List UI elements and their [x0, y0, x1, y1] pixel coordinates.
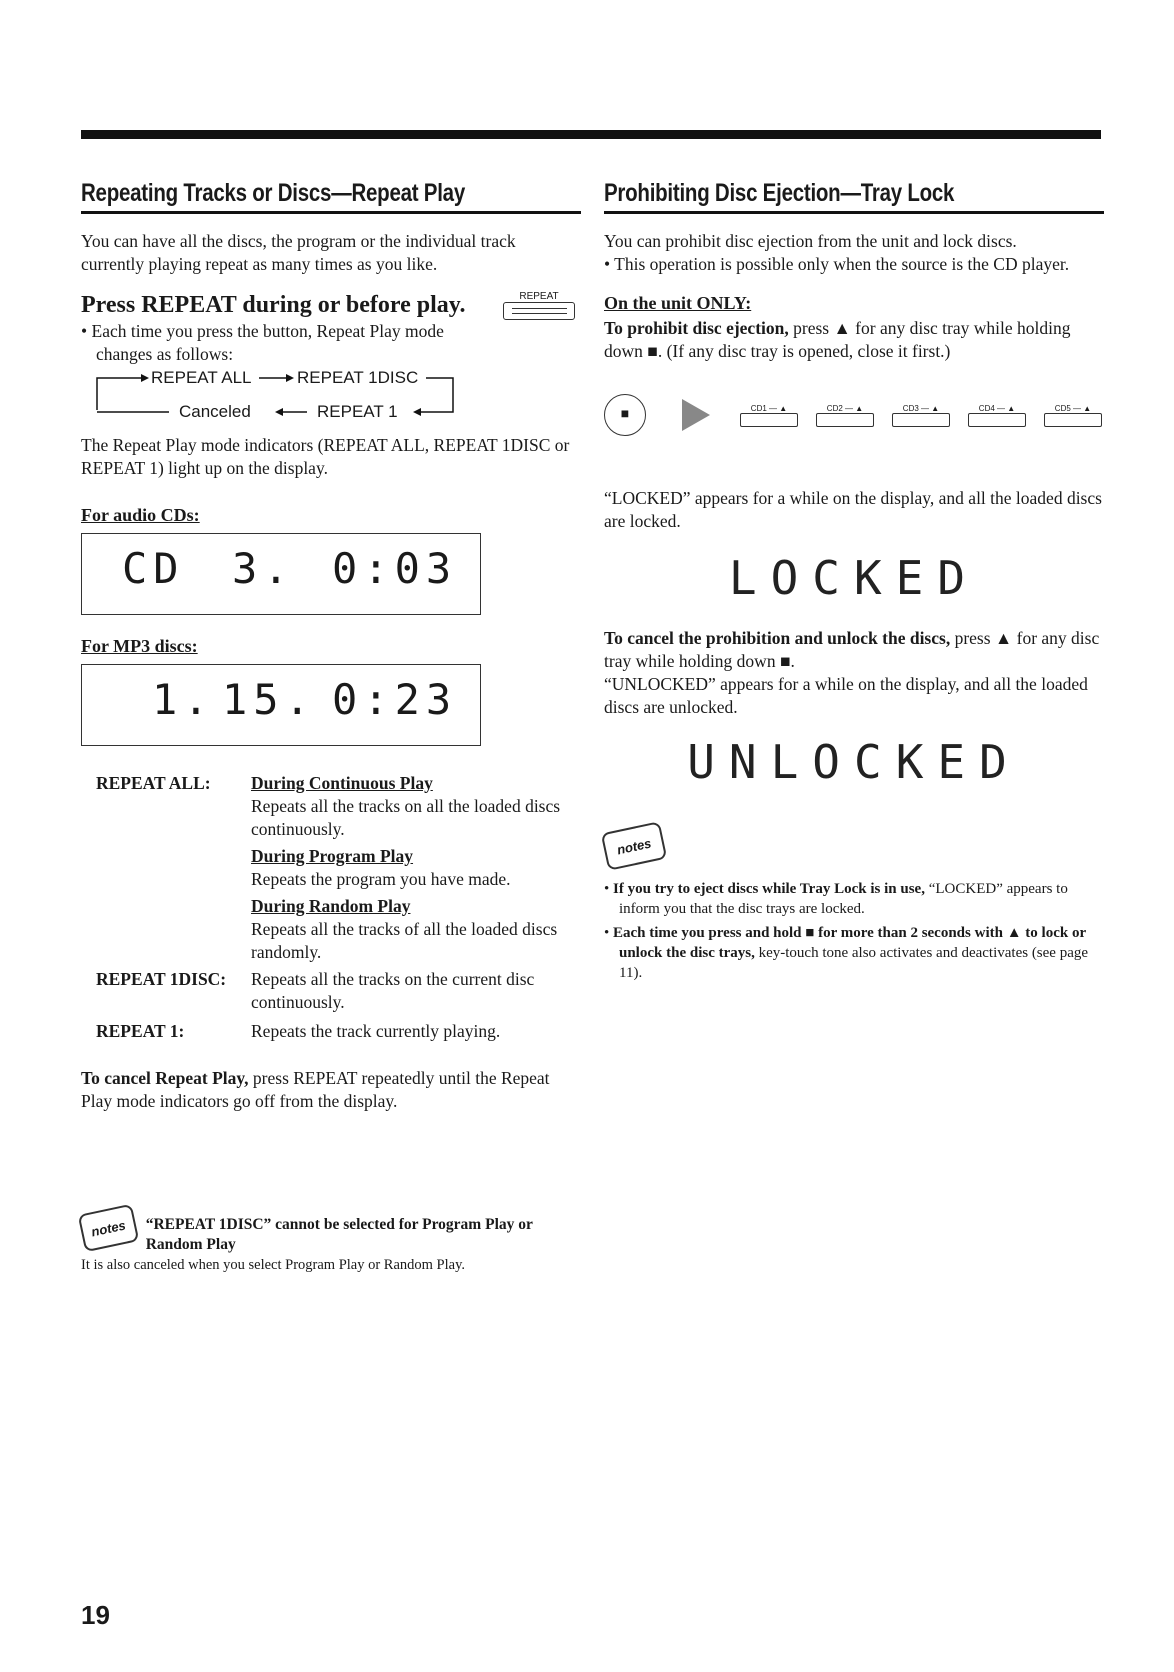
mode-text: Repeats all the tracks on all the loaded discs continuously.	[251, 796, 561, 839]
tray-label: CD1	[750, 403, 767, 413]
section-title-repeat: Repeating Tracks or Discs—Repeat Play	[81, 179, 465, 207]
section-title-tray-lock: Prohibiting Disc Ejection—Tray Lock	[604, 179, 955, 207]
tray-note-2-rest: key-touch tone also activates and deactivates (see page 11).	[619, 945, 1089, 981]
mode-key: REPEAT 1DISC:	[96, 969, 227, 989]
mode-row	[96, 895, 581, 964]
notes-icon: notes	[78, 1204, 139, 1253]
mp3-label: For MP3 discs:	[81, 636, 198, 656]
mode-text: Repeats the program you have made.	[251, 869, 511, 889]
indicators-text: The Repeat Play mode indicators (REPEAT ALL, REPEAT 1DISC or REPEAT 1) light up on the display.	[81, 435, 570, 478]
prohibit-text	[604, 317, 1104, 363]
flow-canceled: Canceled	[179, 402, 251, 421]
flow-arrows	[81, 370, 501, 426]
repeat-play-section	[81, 178, 581, 1275]
mode-key	[96, 895, 251, 964]
repeat-button-illustration	[503, 291, 575, 320]
eject-icon: ▲	[1007, 403, 1016, 413]
tray-label: CD5	[1054, 403, 1071, 413]
cancel-repeat-bold: To cancel Repeat Play,	[81, 1068, 249, 1088]
repeat-mode-list	[81, 772, 581, 1043]
mode-sub: During Random Play	[251, 896, 411, 916]
lcd-source: CD	[122, 544, 185, 593]
mode-row	[96, 1020, 581, 1043]
mode-key	[96, 845, 251, 891]
prohibit-rest: press ▲ for any disc tray while holding down ■. (If any disc tray is opened, close it first.)	[604, 318, 1071, 361]
flow-repeat-1disc: REPEAT 1DISC	[297, 368, 419, 387]
unlock-bold: To cancel the prohibition and unlock the discs,	[604, 628, 951, 648]
press-repeat-heading: Press REPEAT during or before play.	[81, 292, 466, 318]
eject-icon: ▲	[1083, 403, 1092, 413]
flow-repeat-1: REPEAT 1	[317, 402, 398, 421]
audio-cd-label: For audio CDs:	[81, 505, 200, 525]
cd-source-bullet: • This operation is possible only when the source is the CD player.	[604, 254, 1070, 274]
mode-row	[96, 772, 581, 841]
disc-tray-button: CD4 — ▲	[968, 404, 1026, 427]
repeat-button-label: REPEAT	[519, 291, 559, 302]
mode-key: REPEAT 1:	[96, 1021, 185, 1041]
tray-label: CD2	[826, 403, 843, 413]
lcd-time: 0:03	[332, 544, 458, 593]
unlock-text	[604, 627, 1104, 673]
mode-text: Repeats the track currently playing.	[251, 1021, 501, 1041]
top-rule	[81, 130, 1101, 139]
notes-icon: notes	[601, 821, 668, 871]
prohibit-bold: To prohibit disc ejection,	[604, 318, 789, 338]
repeat-mode-flow	[81, 370, 501, 426]
mode-change-bullet: • Each time you press the button, Repeat Play mode changes as follows:	[81, 321, 444, 364]
stop-button-icon: ■	[604, 394, 646, 436]
disc-tray-button: CD2 — ▲	[816, 404, 874, 427]
tray-label: CD4	[978, 403, 995, 413]
tray-lock-intro: You can prohibit disc ejection from the unit and lock discs.	[604, 231, 1017, 251]
repeat-note	[81, 1209, 581, 1255]
tray-note-1-bold: If you try to eject discs while Tray Lock is in use,	[613, 881, 925, 897]
intro-text: You can have all the discs, the program or the individual track currently playing repeat as many times as you like.	[81, 231, 516, 274]
unlocked-text: “UNLOCKED” appears for a while on the display, and all the loaded discs are unlocked.	[604, 674, 1088, 717]
tray-note-1: • If you try to eject discs while Tray Lock is in use, “LOCKED” appears to inform you that the disc trays are locked.	[604, 881, 1068, 917]
mode-row	[96, 845, 581, 891]
eject-icon: ▲	[855, 403, 864, 413]
lcd-group: 1.	[152, 675, 215, 724]
mode-key: REPEAT ALL:	[96, 773, 211, 793]
locked-text: “LOCKED” appears for a while on the display, and all the loaded discs are locked.	[604, 488, 1102, 531]
tray-lock-illustration	[604, 385, 1104, 445]
unlock-rest: press ▲ for any disc tray while holding down ■.	[604, 628, 1100, 671]
cancel-repeat-rest: press REPEAT repeatedly until the Repeat Play mode indicators go off from the display.	[81, 1068, 550, 1111]
tray-lock-section	[604, 178, 1104, 983]
mode-text: Repeats all the tracks of all the loaded discs randomly.	[251, 919, 558, 962]
repeat-note-text: It is also canceled when you select Program Play or Random Play.	[81, 1257, 466, 1273]
cancel-repeat-text	[81, 1067, 581, 1113]
tray-note-2: • Each time you press and hold ■ for more than 2 seconds with ▲ to lock or unlock the disc trays, key-touch tone also activates and deactivates (see page 11).	[604, 925, 1089, 981]
tray-note-1-rest: “LOCKED” appears to inform you that the disc trays are locked.	[619, 881, 1068, 917]
mode-text: Repeats all the tracks on the current disc continuously.	[251, 969, 535, 1012]
audio-cd-display	[81, 533, 481, 615]
locked-display: LOCKED	[728, 551, 980, 605]
mp3-display	[81, 664, 481, 746]
disc-tray-button: CD1 — ▲	[740, 404, 798, 427]
lcd-mp3-track: 15.	[222, 675, 316, 724]
page-number: 19	[81, 1600, 110, 1630]
repeat-note-bold: “REPEAT 1DISC” cannot be selected for Program Play or Random Play	[145, 1216, 533, 1253]
tray-note-2-bold: Each time you press and hold ■ for more than 2 seconds with ▲ to lock or unlock the disc trays,	[613, 925, 1086, 961]
disc-tray-list	[740, 404, 1102, 427]
disc-tray-button: CD5 — ▲	[1044, 404, 1102, 427]
tray-label: CD3	[902, 403, 919, 413]
eject-icon: ▲	[779, 403, 788, 413]
eject-icon: ▲	[931, 403, 940, 413]
mode-sub: During Program Play	[251, 846, 414, 866]
flow-repeat-all: REPEAT ALL	[151, 368, 252, 387]
disc-tray-button: CD3 — ▲	[892, 404, 950, 427]
arrow-right-icon	[682, 399, 710, 431]
mode-sub: During Continuous Play	[251, 773, 433, 793]
unlocked-display: UNLOCKED	[687, 735, 1021, 789]
unit-only-label: On the unit ONLY:	[604, 293, 752, 313]
mode-row	[96, 968, 581, 1014]
lcd-mp3-time: 0:23	[332, 675, 458, 724]
lcd-track: 3.	[232, 544, 295, 593]
